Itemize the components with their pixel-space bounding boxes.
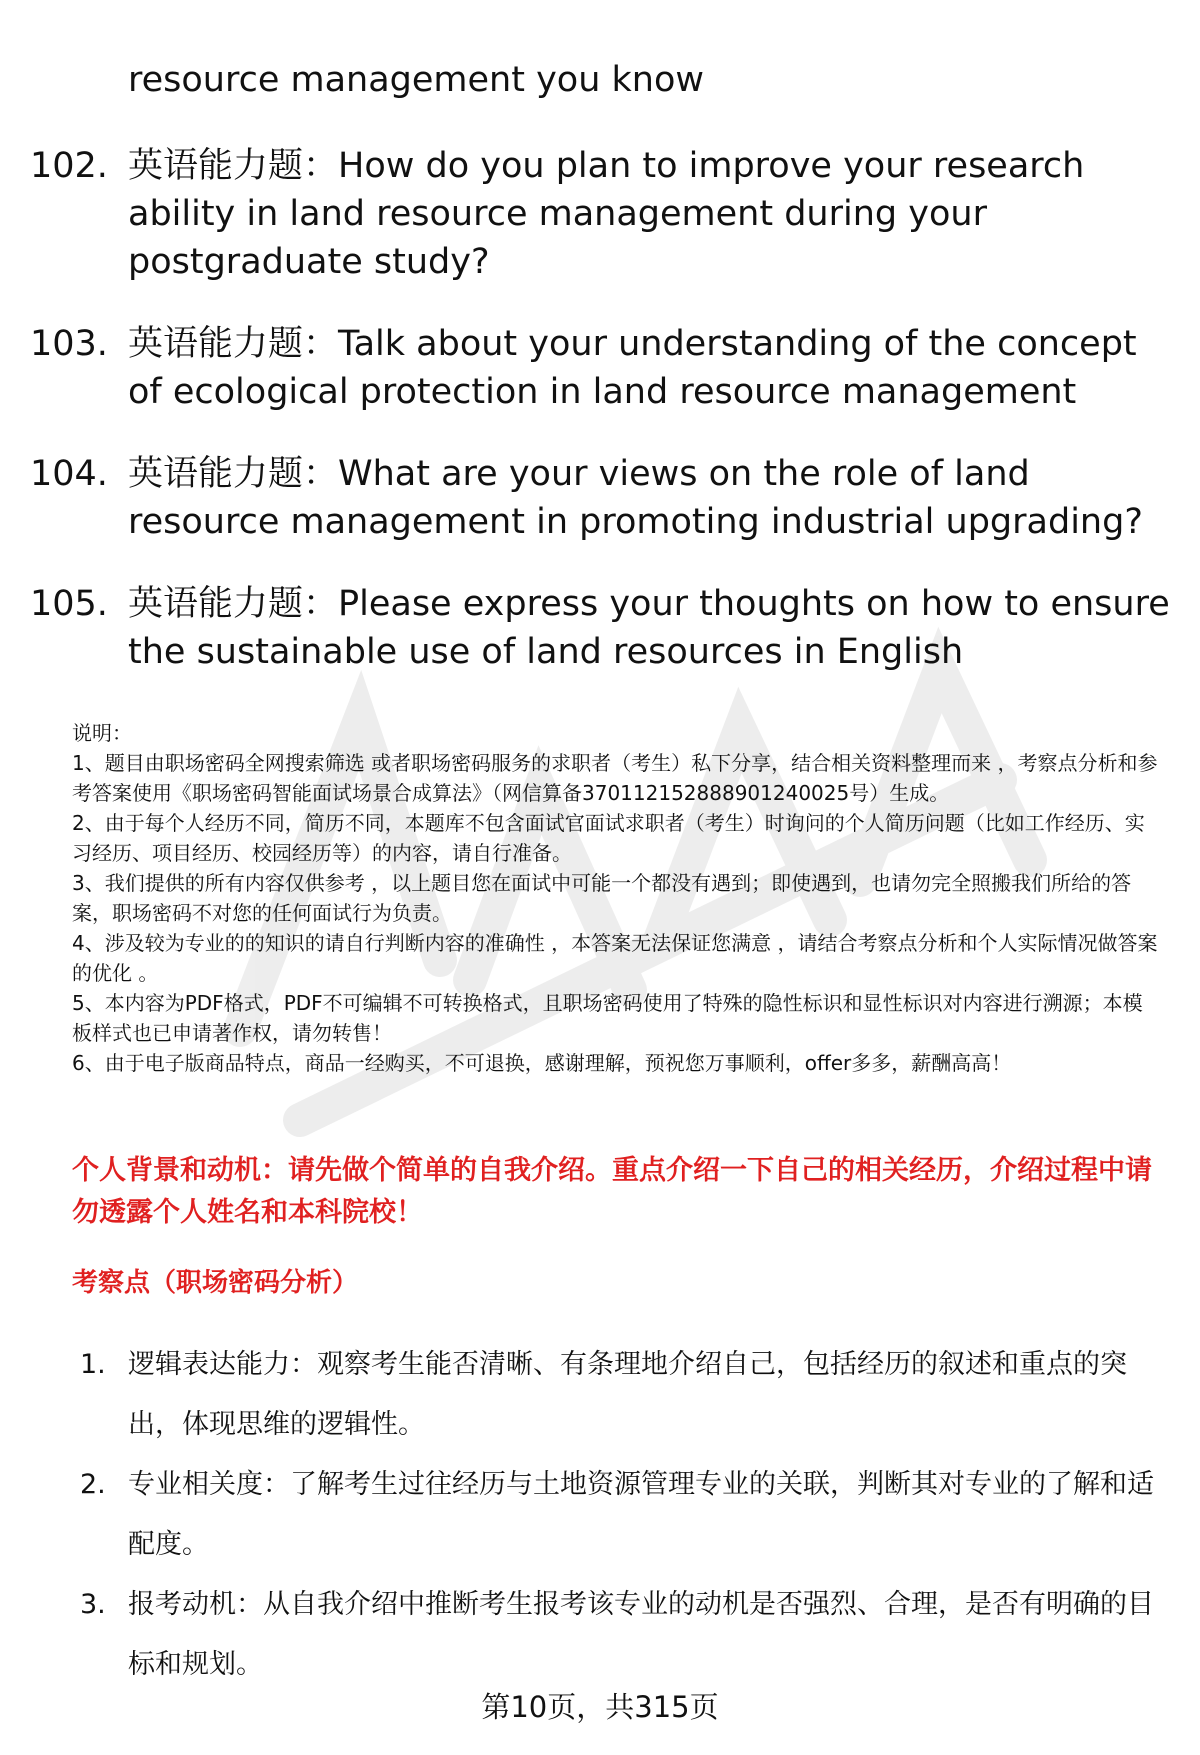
note-item: 2、由于每个人经历不同，简历不同，本题库不包含面试官面试求职者（考生）时询问的个人简历问题（比如工作经历、实习经历、项目经历、校园经历等）的内容，请自行准备。 (72, 811, 1145, 865)
note-item: 3、我们提供的所有内容仅供参考 ，以上题目您在面试中可能一个都没有遇到；即使遇到，也请勿完全照搬我们所给的答案，职场密码不对您的任何面试行为负责。 (72, 871, 1132, 925)
analysis-point (80, 1335, 1170, 1455)
note-item: 5、本内容为PDF格式，PDF不可编辑不可转换格式，且职场密码使用了特殊的隐性标识和显性标识对内容进行溯源；本模板样式也已申请著作权，请勿转售！ (72, 991, 1143, 1045)
question-number: 103. (30, 324, 108, 364)
note-item: 1、题目由职场密码全网搜索筛选 或者职场密码服务的求职者（考生）私下分享，结合相关资料整理而来 ，考察点分析和参考答案使用《职场密码智能面试场景合成算法》（网信算备370112152888901240025号）生成。 (72, 751, 1158, 805)
notes-title: 说明： (72, 721, 132, 745)
question-continued-text: resource management you know (128, 60, 705, 100)
question-prefix: 英语能力题： (128, 454, 339, 494)
question-text (128, 450, 1180, 546)
analysis-point-text: 专业相关度：了解考生过往经历与土地资源管理专业的关联，判断其对专业的了解和适配度。 (128, 1469, 1154, 1560)
analysis-point-text: 报考动机：从自我介绍中推断考生报考该专业的动机是否强烈、合理，是否有明确的目标和规划。 (128, 1589, 1154, 1680)
analysis-heading: 考察点（职场密码分析） (72, 1268, 359, 1298)
note-item: 4、涉及较为专业的的知识的请自行判断内容的准确性 ，本答案无法保证您满意 ，请结合考察点分析和个人实际情况做答案的优化 。 (72, 931, 1158, 985)
question-number: 105. (30, 584, 108, 624)
question-body: What are your views on the role of land resource management in promoting industrial upgrading? (128, 454, 1143, 542)
question-prefix: 英语能力题： (128, 584, 339, 624)
question-item (30, 142, 1180, 286)
question-item (30, 320, 1180, 416)
analysis-point-number: 2. (80, 1469, 106, 1500)
question-number: 102. (30, 146, 108, 186)
note-item: 6、由于电子版商品特点，商品一经购买，不可退换，感谢理解，预祝您万事顺利，offer多多，薪酬高高！ (72, 1051, 1012, 1075)
question-text (128, 580, 1180, 676)
analysis-point (80, 1575, 1170, 1695)
question-item (30, 580, 1180, 676)
page-footer: 第10页，共315页 (481, 1690, 719, 1724)
analysis-point-list (80, 1335, 1170, 1695)
analysis-point-number: 1. (80, 1349, 106, 1380)
question-body: Please express your thoughts on how to ensure the sustainable use of land resources in English (128, 584, 1170, 672)
notes-section (72, 718, 1162, 1078)
question-text (128, 142, 1180, 286)
question-prefix: 英语能力题： (128, 146, 339, 186)
question-list (30, 142, 1180, 710)
question-number: 104. (30, 454, 108, 494)
analysis-point-text: 逻辑表达能力：观察考生能否清晰、有条理地介绍自己，包括经历的叙述和重点的突出，体现思维的逻辑性。 (128, 1349, 1127, 1440)
analysis-point-number: 3. (80, 1589, 106, 1620)
question-text (128, 320, 1180, 416)
question-item (30, 450, 1180, 546)
question-prefix: 英语能力题： (128, 324, 339, 364)
analysis-point (80, 1455, 1170, 1575)
question-body: How do you plan to improve your research ability in land resource management during your postgraduate study? (128, 146, 1085, 282)
question-body: Talk about your understanding of the concept of ecological protection in land resource management (128, 324, 1137, 412)
section-heading: 个人背景和动机：请先做个简单的自我介绍。重点介绍一下自己的相关经历，介绍过程中请勿透露个人姓名和本科院校！ (72, 1155, 1152, 1228)
